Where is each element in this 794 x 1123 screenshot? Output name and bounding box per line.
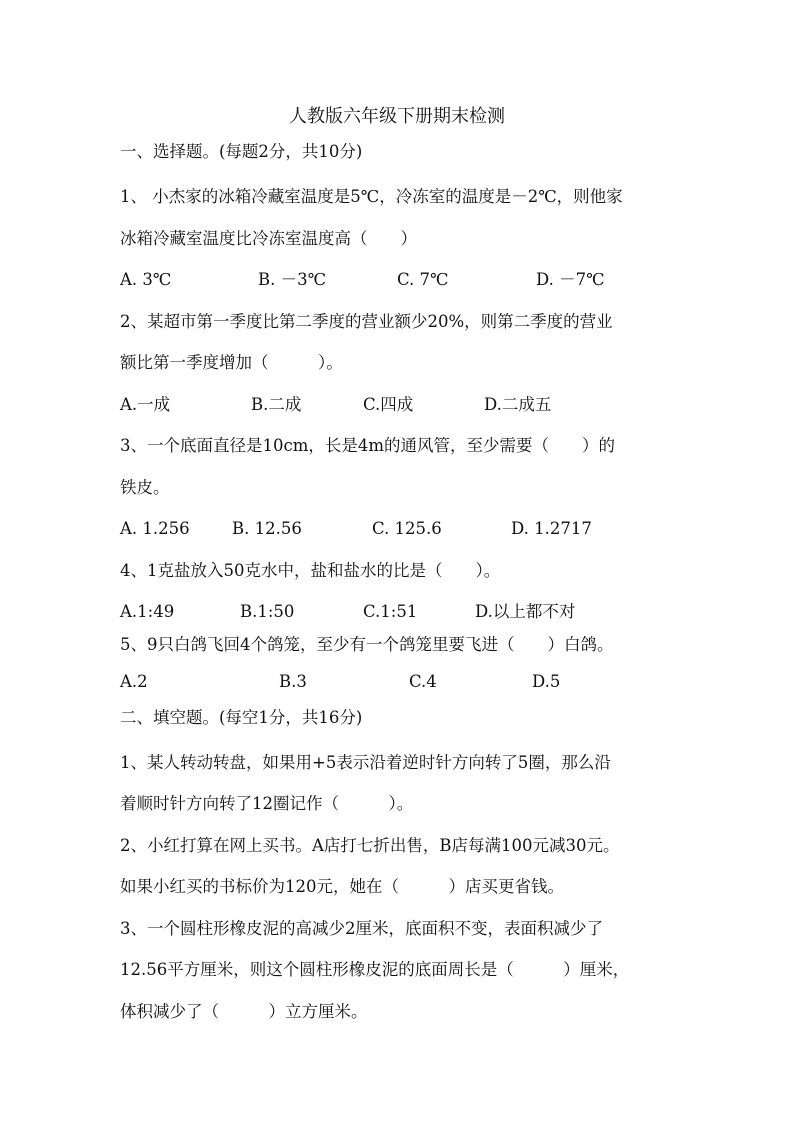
question-5-option-d: D.5 xyxy=(532,672,561,691)
question-4-option-a: A.1:49 xyxy=(120,602,175,621)
question-1-line-1: 1、 小杰家的冰箱冷藏室温度是5℃，冷冻室的温度是－2℃，则他家 xyxy=(120,187,623,206)
section-heading-fill: 二、填空题。(每空1分，共16分) xyxy=(120,708,363,727)
question-2-line-1: 2、某超市第一季度比第二季度的营业额少20%，则第二季度的营业 xyxy=(120,312,613,331)
section-heading-choice: 一、选择题。(每题2分，共10分) xyxy=(120,142,363,161)
question-3-option-c: C. 125.6 xyxy=(372,519,442,538)
question-2-option-c: C.四成 xyxy=(363,395,414,414)
question-5-option-c: C.4 xyxy=(409,672,437,691)
fill-question-1-line-1: 1、某人转动转盘，如果用+5表示沿着逆时针方向转了5圈，那么沿 xyxy=(120,753,611,772)
worksheet-title: 人教版六年级下册期末检测 xyxy=(289,106,505,127)
question-4-option-c: C.1:51 xyxy=(363,602,418,621)
question-5-option-a: A.2 xyxy=(120,672,148,691)
question-2-option-a: A.一成 xyxy=(120,395,171,414)
fill-question-2-line-1: 2、小红打算在网上买书。A店打七折出售，B店每满100元减30元。 xyxy=(120,836,620,855)
question-4-line-1: 4、1克盐放入50克水中，盐和盐水的比是（ ）。 xyxy=(120,561,501,580)
fill-question-2-line-2: 如果小红买的书标价为120元，她在（ ）店买更省钱。 xyxy=(120,877,564,896)
question-4-option-b: B.1:50 xyxy=(240,602,295,621)
question-2-line-2: 额比第一季度增加（ ）。 xyxy=(120,353,343,372)
question-3-option-a: A. 1.256 xyxy=(120,519,190,538)
question-1-line-2: 冰箱冷藏室温度比冷冻室温度高（ ） xyxy=(120,229,417,248)
fill-question-1-line-2: 着顺时针方向转了12圈记作（ ）。 xyxy=(120,794,414,813)
question-5-option-b: B.3 xyxy=(279,672,307,691)
question-3-line-2: 铁皮。 xyxy=(120,478,170,497)
question-2-option-d: D.二成五 xyxy=(484,395,552,414)
question-1-option-d: D. －7℃ xyxy=(536,270,605,289)
question-1-option-c: C. 7℃ xyxy=(397,270,449,289)
question-2-option-b: B.二成 xyxy=(251,395,302,414)
question-4-option-d: D.以上都不对 xyxy=(475,602,576,621)
fill-question-3-line-3: 体积减少了（ ）立方厘米。 xyxy=(120,1002,368,1021)
question-5-line-1: 5、9只白鸽飞回4个鸽笼，至少有一个鸽笼里要飞进（ ）白鸽。 xyxy=(120,635,614,654)
question-3-option-b: B. 12.56 xyxy=(232,519,302,538)
question-1-option-a: A. 3℃ xyxy=(120,270,172,289)
question-3-option-d: D. 1.2717 xyxy=(511,519,592,538)
question-3-line-1: 3、一个底面直径是10cm，长是4m的通风管，至少需要（ ）的 xyxy=(120,436,616,455)
fill-question-3-line-2: 12.56平方厘米，则这个圆柱形橡皮泥的底面周长是（ ）厘米， xyxy=(120,960,630,979)
question-1-option-b: B. －3℃ xyxy=(258,270,327,289)
fill-question-3-line-1: 3、一个圆柱形橡皮泥的高减少2厘米，底面积不变，表面积减少了 xyxy=(120,919,603,938)
